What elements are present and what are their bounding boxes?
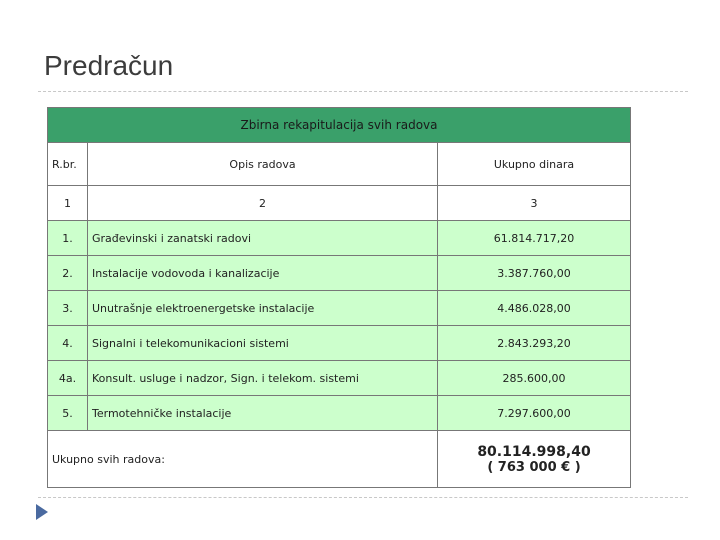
table-row [48,326,631,361]
row-description: Konsult. usluge i nadzor, Sign. i telekom. sistemi [88,361,438,396]
column-number: 1 [48,186,88,221]
table-title: Zbirna rekapitulacija svih radova [48,108,631,143]
recap-table [47,107,631,488]
table-row [48,361,631,396]
column-number: 3 [438,186,631,221]
divider-bottom [38,497,688,498]
row-amount: 61.814.717,20 [438,221,631,256]
divider-top [38,91,688,92]
row-number: 1. [48,221,88,256]
header-iznos: Ukupno dinara [438,143,631,186]
table-row [48,256,631,291]
header-opis: Opis radova [88,143,438,186]
row-amount: 2.843.293,20 [438,326,631,361]
row-amount: 7.297.600,00 [438,396,631,431]
total-label-cell [48,431,438,488]
row-description: Signalni i telekomunikacioni sistemi [88,326,438,361]
total-cell [438,431,631,488]
total-label: Ukupno svih radova: [52,452,165,466]
total-amount: 80.114.998,40 [477,443,591,460]
slide-title: Predračun [44,50,174,81]
total-eur: ( 763 000 € ) [487,459,581,475]
row-description: Termotehničke instalacije [88,396,438,431]
triangle-right-icon [36,504,48,520]
row-number: 5. [48,396,88,431]
table-row [48,396,631,431]
row-number: 2. [48,256,88,291]
row-description: Unutrašnje elektroenergetske instalacije [88,291,438,326]
table-title-row [48,108,631,143]
row-amount: 285.600,00 [438,361,631,396]
table-row [48,221,631,256]
row-number: 4. [48,326,88,361]
column-number-row [48,186,631,221]
row-number: 3. [48,291,88,326]
column-number: 2 [88,186,438,221]
row-description: Instalacije vodovoda i kanalizacije [88,256,438,291]
header-rbr: R.br. [48,143,88,186]
row-amount: 4.486.028,00 [438,291,631,326]
table-row [48,291,631,326]
table-header-row [48,143,631,186]
row-number: 4a. [48,361,88,396]
row-amount: 3.387.760,00 [438,256,631,291]
row-description: Građevinski i zanatski radovi [88,221,438,256]
total-row [48,431,631,488]
